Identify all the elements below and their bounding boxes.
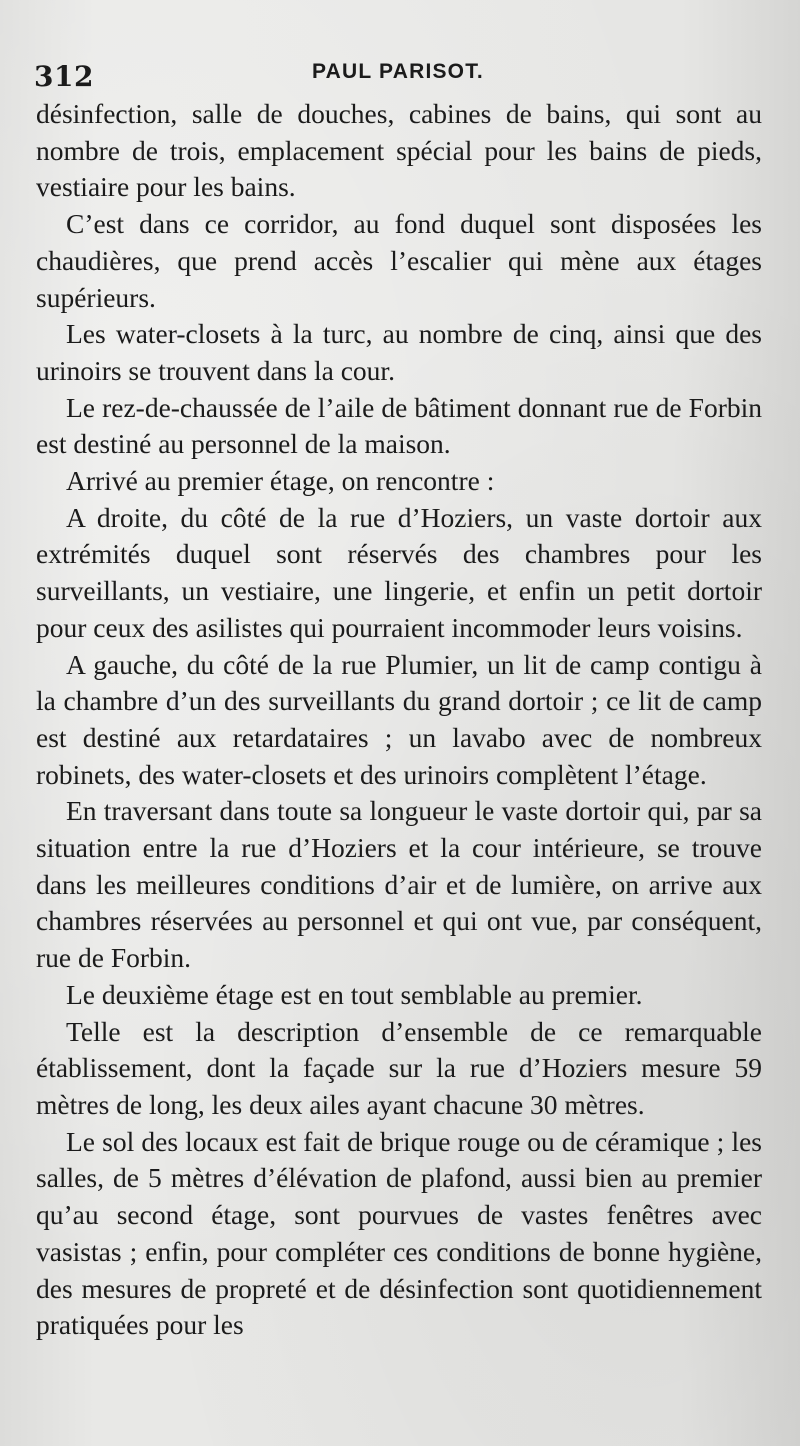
page-number: 312	[34, 60, 94, 93]
paragraph: A droite, du côté de la rue d’Hoziers, un vaste dortoir aux extrémités duquel sont réservés des chambres pour les surveillants, un vestiaire, une lingerie, et enfin un petit dortoir pour ceux des asilistes qui pourraient incommoder leurs voisins.	[36, 501, 762, 643]
paragraph: A gauche, du côté de la rue Plumier, un lit de camp contigu à la chambre d’un des surveillants du grand dortoir ; ce lit de camp est destiné aux retardataires ; un lavabo avec de nombreux robinets, des water-closets et des urinoirs complètent l’étage.	[36, 648, 762, 790]
paragraph: Le deuxième étage est en tout semblable au premier.	[66, 978, 643, 1010]
paragraph: Telle est la description d’ensemble de ce remarquable établissement, dont la façade sur la rue d’Hoziers mesure 59 mètres de long, les deux ailes ayant chacune 30 mètres.	[36, 1015, 762, 1120]
paragraph: Les water-closets à la turc, au nombre de cinq, ainsi que des urinoirs se trouvent dans la cour.	[36, 318, 762, 386]
paragraph: Le sol des locaux est fait de brique rouge ou de céramique ; les salles, de 5 mètres d’élévation de plafond, aussi bien au premier qu’au second étage, sont pourvues de vastes fenêtres avec vasistas ; enfin, pour compléter ces conditions de bonne hygiène, des mesures de propreté et de désinfection sont quotidiennement pratiquées pour les	[36, 1125, 762, 1341]
paragraph: désinfection, salle de douches, cabines de bains, qui sont au nombre de trois, emplacement spécial pour les bains de pieds, vestiaire pour les bains.	[36, 98, 762, 203]
running-head: PAUL PARISOT.	[312, 60, 484, 83]
paragraph: Le rez-de-chaussée de l’aile de bâtiment donnant rue de Forbin est destiné au personnel de la maison.	[36, 391, 762, 460]
page-header	[34, 52, 740, 92]
paragraph: Arrivé au premier étage, on rencontre :	[66, 465, 495, 497]
body-text	[36, 96, 762, 1344]
paragraph: C’est dans ce corridor, au fond duquel sont disposées les chaudières, que prend accès l’escalier qui mène aux étages supérieurs.	[36, 208, 762, 313]
paragraph: En traversant dans toute sa longueur le vaste dortoir qui, par sa situation entre la rue d’Hoziers et la cour intérieure, se trouve dans les meilleures conditions d’air et de lumière, on arrive aux chambres réservées au personnel et qui ont vue, par conséquent, rue de Forbin.	[36, 795, 762, 974]
